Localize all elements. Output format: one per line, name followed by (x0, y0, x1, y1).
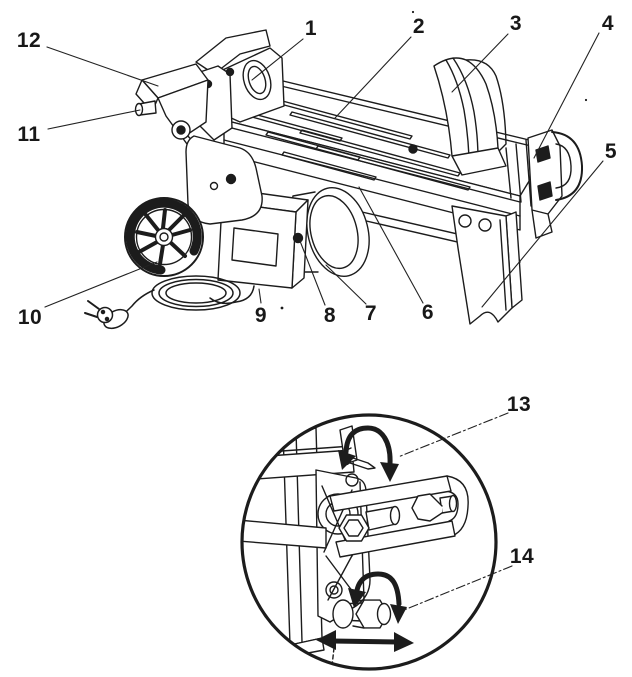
callout-6: 6 (421, 301, 435, 324)
callout-10: 10 (17, 306, 43, 329)
callout-4: 4 (601, 12, 615, 35)
power-cord (85, 276, 254, 332)
callout-13: 13 (506, 393, 532, 416)
callout-7: 7 (364, 302, 378, 325)
callout-3: 3 (509, 12, 523, 35)
callout-12: 12 (16, 29, 42, 52)
callout-1: 1 (304, 17, 318, 40)
detail-view-contents (238, 426, 468, 675)
callout-14: 14 (509, 545, 535, 568)
support-leg (452, 206, 522, 324)
main-machine-drawing (85, 11, 587, 332)
callout-8: 8 (323, 304, 337, 327)
wheel (125, 198, 203, 276)
callout-9: 9 (254, 304, 268, 327)
callout-5: 5 (604, 140, 618, 163)
callout-2: 2 (412, 15, 426, 38)
callout-11: 11 (17, 123, 41, 146)
